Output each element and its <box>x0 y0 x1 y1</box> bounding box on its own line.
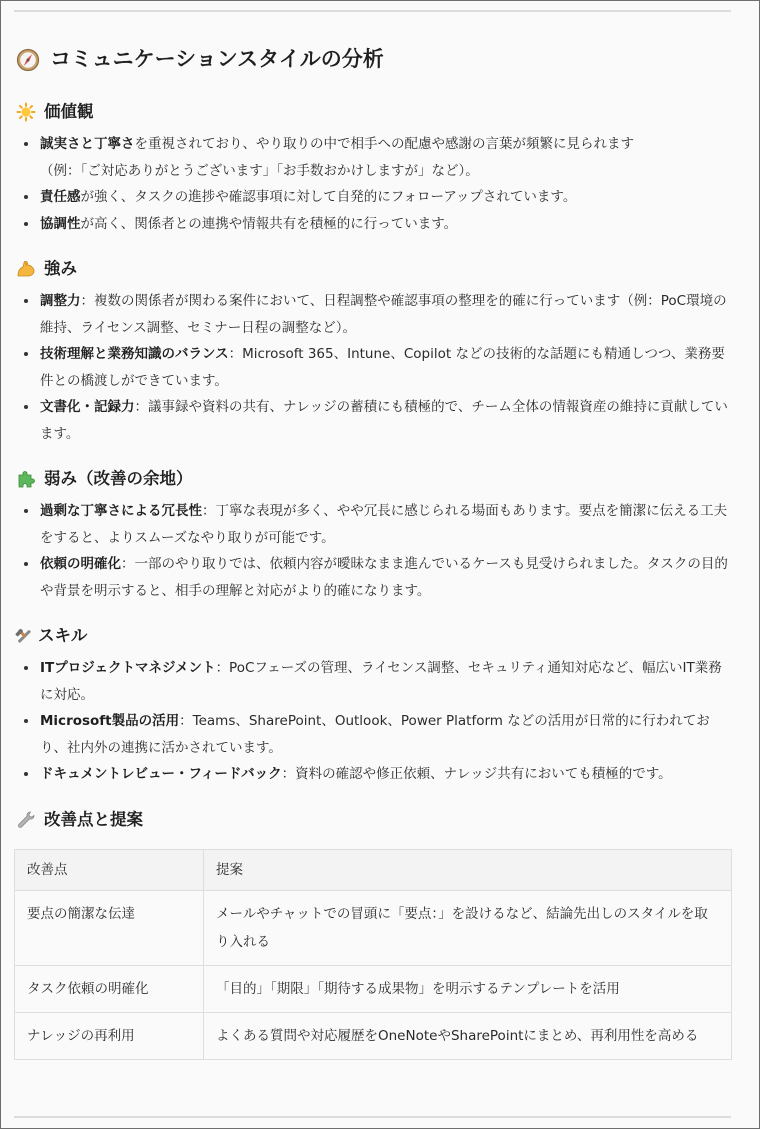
section-heading-text: 価値観 <box>44 102 94 121</box>
page-title-text: コミュニケーションスタイルの分析 <box>50 47 384 71</box>
table-cell: メールやチャットでの冒頭に「要点：」を設けるなど、結論先出しのスタイルを取り入れる <box>204 890 732 965</box>
section-heading-weaknesses <box>14 466 732 492</box>
improvement-table <box>14 849 732 1060</box>
page-title <box>14 41 732 77</box>
table-row <box>15 965 732 1012</box>
section-heading-skills <box>12 623 732 649</box>
weaknesses-list <box>14 498 732 604</box>
table-cell: 「目的」「期限」「期待する成果物」を明示するテンプレートを活用 <box>204 965 732 1012</box>
list-item: 誠実さと丁寧さを重視されており、やり取りの中で相手への配慮や感謝の言葉が頻繁に見られます （例：「ご対応ありがとうございます」「お手数おかけしますが」など）。 <box>14 131 732 184</box>
list-item: ドキュメントレビュー・フィードバック：資料の確認や修正依頼、ナレッジ共有においても積極的です。 <box>14 761 732 788</box>
section-heading-strengths <box>14 256 732 282</box>
section-heading-values <box>14 99 732 125</box>
tools-icon <box>14 626 34 646</box>
list-item: 文書化・記録力：議事録や資料の共有、ナレッジの蓄積にも積極的で、チーム全体の情報資産の維持に貢献しています。 <box>14 394 732 447</box>
list-item: 技術理解と業務知識のバランス：Microsoft 365、Intune、Copilot などの技術的な話題にも精通しつつ、業務要件との橋渡しができています。 <box>14 341 732 394</box>
column-header: 提案 <box>204 849 732 890</box>
section-heading-text: スキル <box>38 626 88 645</box>
list-item: 責任感が強く、タスクの進捗や確認事項に対して自発的にフォローアップされています。 <box>14 184 732 211</box>
compass-icon <box>16 47 40 71</box>
list-item: ITプロジェクトマネジメント：PoCフェーズの管理、ライセンス調整、セキュリティ通知対応など、幅広いIT業務に対応。 <box>14 655 732 708</box>
strengths-list <box>14 288 732 447</box>
table-cell: タスク依頼の明確化 <box>15 965 204 1012</box>
values-list <box>14 131 732 237</box>
table-cell: 要点の簡潔な伝達 <box>15 890 204 965</box>
list-item: 協調性が高く、関係者との連携や情報共有を積極的に行っています。 <box>14 211 732 238</box>
bottom-divider <box>14 1116 731 1118</box>
sun-icon <box>16 102 36 122</box>
analysis-content <box>14 41 732 1060</box>
wrench-icon <box>16 810 36 830</box>
top-divider <box>14 10 731 12</box>
table-row <box>15 1012 732 1059</box>
list-item: Microsoft製品の活用：Teams、SharePoint、Outlook、Power Platform などの活用が日常的に行われており、社内外の連携に活かされています。 <box>14 708 732 761</box>
skills-list <box>14 655 732 788</box>
table-cell: よくある質問や対応履歴をOneNoteやSharePointにまとめ、再利用性を高める <box>204 1012 732 1059</box>
flexed-biceps-icon <box>16 259 36 279</box>
table-row <box>15 890 732 965</box>
section-heading-text: 弱み（改善の余地） <box>44 469 193 488</box>
puzzle-piece-icon <box>16 469 36 489</box>
column-header: 改善点 <box>15 849 204 890</box>
section-heading-text: 改善点と提案 <box>44 809 143 829</box>
table-cell: ナレッジの再利用 <box>15 1012 204 1059</box>
section-heading-text: 強み <box>44 259 77 278</box>
table-header-row <box>15 849 732 890</box>
section-heading-improvements <box>14 807 732 833</box>
list-item: 過剰な丁寧さによる冗長性：丁寧な表現が多く、やや冗長に感じられる場面もあります。要点を簡潔に伝える工夫をすると、よりスムーズなやり取りが可能です。 <box>14 498 732 551</box>
list-item: 依頼の明確化：一部のやり取りでは、依頼内容が曖昧なまま進んでいるケースも見受けられました。タスクの目的や背景を明示すると、相手の理解と対応がより的確になります。 <box>14 551 732 604</box>
list-item: 調整力：複数の関係者が関わる案件において、日程調整や確認事項の整理を的確に行っています（例：PoC環境の維持、ライセンス調整、セミナー日程の調整など）。 <box>14 288 732 341</box>
